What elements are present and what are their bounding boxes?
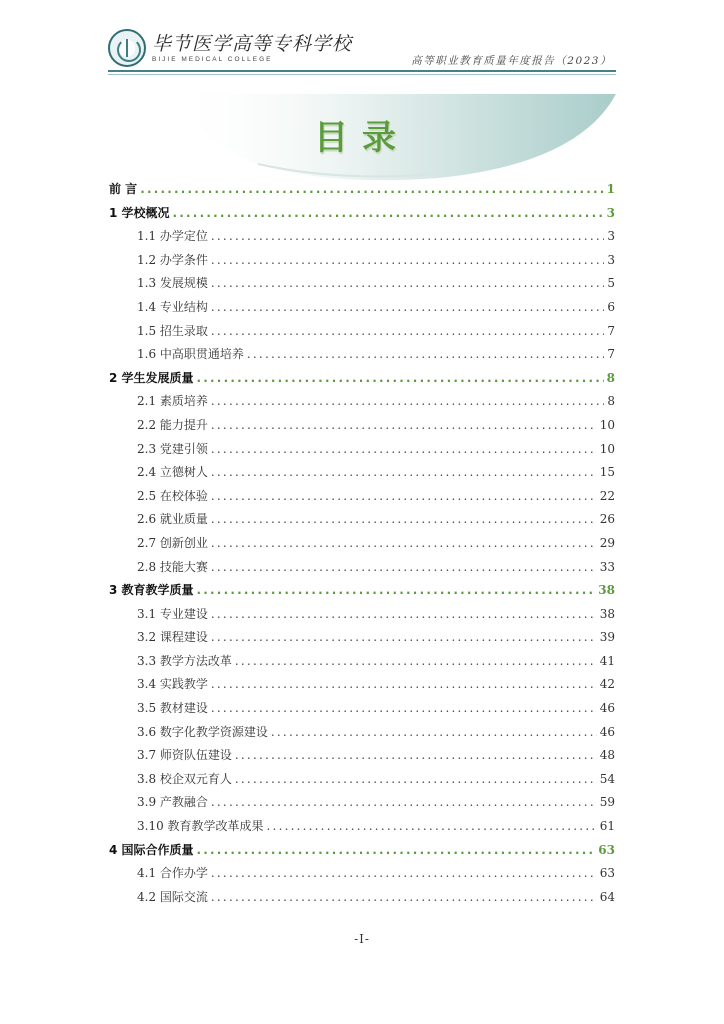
- toc-entry-page: 3: [606, 205, 615, 220]
- toc-leader-dots: [211, 418, 597, 432]
- toc-entry-page: 3: [607, 229, 615, 244]
- toc-entry-label: 3 教育教学质量: [109, 583, 194, 598]
- toc-leader-dots: [211, 229, 604, 243]
- toc-section-entry[interactable]: [109, 558, 615, 582]
- page-number: -I-: [354, 932, 370, 946]
- toc-entry-label: 前 言: [109, 182, 138, 196]
- toc-leader-dots: [211, 489, 597, 503]
- toc-entry-page: 10: [599, 417, 615, 432]
- toc-entry-page: 42: [599, 677, 615, 692]
- toc-section-entry[interactable]: [109, 628, 615, 652]
- toc-section-entry[interactable]: [109, 864, 615, 888]
- toc-entry-label: 2.5 在校体验: [137, 488, 208, 503]
- toc-leader-dots: [211, 701, 597, 715]
- toc-entry-label: 2.1 素质培养: [137, 394, 208, 409]
- toc-section-entry[interactable]: [109, 510, 615, 534]
- toc-section-entry[interactable]: [109, 793, 615, 817]
- toc-leader-dots: [197, 843, 596, 857]
- toc-chapter-entry[interactable]: [109, 369, 615, 393]
- toc-entry-label: 3.4 实践教学: [137, 677, 208, 692]
- toc-entry-label: 2 学生发展质量: [109, 370, 194, 385]
- toc-entry-label: 2.8 技能大赛: [137, 559, 208, 574]
- toc-leader-dots: [197, 371, 604, 385]
- toc-section-entry[interactable]: [109, 322, 615, 346]
- toc-entry-page: 64: [599, 889, 615, 904]
- toc-section-entry[interactable]: [109, 251, 615, 275]
- toc-entry-label: 3.10 教育教学改革成果: [137, 819, 264, 834]
- toc-entry-page: 46: [599, 724, 615, 739]
- toc-entry-label: 1.5 招生录取: [137, 323, 208, 338]
- toc-section-entry[interactable]: [109, 652, 615, 676]
- school-logo: [108, 26, 352, 70]
- toc-entry-label: 1.1 办学定位: [137, 229, 208, 244]
- toc-leader-dots: [235, 748, 597, 762]
- table-of-contents: [109, 180, 615, 911]
- toc-section-entry[interactable]: [109, 274, 615, 298]
- toc-section-entry[interactable]: [109, 345, 615, 369]
- toc-entry-page: 38: [599, 606, 615, 621]
- toc-leader-dots: [211, 276, 604, 290]
- toc-entry-page: 61: [599, 819, 615, 834]
- toc-section-entry[interactable]: [109, 605, 615, 629]
- toc-entry-label: 3.1 专业建设: [137, 606, 208, 621]
- toc-section-entry[interactable]: [109, 440, 615, 464]
- school-seal-icon: [108, 29, 146, 67]
- toc-leader-dots: [140, 182, 603, 196]
- toc-leader-dots: [197, 583, 596, 597]
- toc-entry-label: 3.8 校企双元育人: [137, 771, 232, 786]
- toc-leader-dots: [211, 630, 597, 644]
- header-divider-thin: [108, 74, 616, 75]
- toc-entry-page: 6: [607, 299, 615, 314]
- toc-entry-label: 1.2 办学条件: [137, 252, 208, 267]
- toc-leader-dots: [247, 347, 604, 361]
- toc-leader-dots: [211, 890, 597, 904]
- toc-entry-label: 2.7 创新创业: [137, 535, 208, 550]
- toc-entry-page: 5: [607, 276, 615, 291]
- toc-entry-label: 2.2 能力提升: [137, 417, 208, 432]
- toc-section-entry[interactable]: [109, 723, 615, 747]
- toc-leader-dots: [211, 795, 597, 809]
- header-divider: [108, 70, 616, 72]
- toc-entry-page: 41: [599, 653, 615, 668]
- toc-leader-dots: [211, 607, 597, 621]
- toc-entry-page: 59: [599, 795, 615, 810]
- toc-section-entry[interactable]: [109, 817, 615, 841]
- toc-entry-label: 3.6 数字化教学资源建设: [137, 724, 268, 739]
- toc-section-entry[interactable]: [109, 888, 615, 912]
- toc-entry-label: 3.2 课程建设: [137, 630, 208, 645]
- toc-section-entry[interactable]: [109, 699, 615, 723]
- toc-leader-dots: [211, 512, 597, 526]
- toc-chapter-entry[interactable]: [109, 180, 615, 204]
- toc-leader-dots: [211, 866, 597, 880]
- toc-entry-page: 3: [607, 252, 615, 267]
- school-name-cn: 毕节医学高等专科学校: [152, 33, 353, 55]
- toc-entry-page: 48: [599, 748, 615, 763]
- toc-section-entry[interactable]: [109, 675, 615, 699]
- toc-chapter-entry[interactable]: [109, 581, 615, 605]
- toc-leader-dots: [173, 206, 604, 220]
- report-title: 高等职业教育质量年度报告（2023）: [411, 55, 612, 67]
- toc-section-entry[interactable]: [109, 416, 615, 440]
- toc-leader-dots: [211, 677, 597, 691]
- toc-entry-page: 10: [599, 441, 615, 456]
- toc-entry-label: 1.3 发展规模: [137, 276, 208, 291]
- toc-leader-dots: [211, 536, 597, 550]
- toc-entry-page: 8: [606, 370, 615, 385]
- toc-leader-dots: [235, 772, 597, 786]
- toc-leader-dots: [211, 442, 597, 456]
- toc-chapter-entry[interactable]: [109, 841, 615, 865]
- toc-leader-dots: [267, 819, 597, 833]
- toc-entry-page: 7: [607, 347, 615, 362]
- toc-section-entry[interactable]: [109, 770, 615, 794]
- toc-entry-label: 1.6 中高职贯通培养: [137, 347, 244, 362]
- page-header: [0, 0, 724, 80]
- toc-section-entry[interactable]: [109, 298, 615, 322]
- toc-entry-page: 63: [599, 866, 615, 881]
- toc-section-entry[interactable]: [109, 534, 615, 558]
- toc-entry-page: 1: [606, 182, 615, 196]
- toc-entry-page: 26: [599, 512, 615, 527]
- toc-entry-page: 54: [599, 771, 615, 786]
- toc-leader-dots: [211, 394, 604, 408]
- toc-leader-dots: [211, 560, 597, 574]
- toc-entry-page: 8: [607, 394, 615, 409]
- toc-entry-page: 22: [599, 488, 615, 503]
- toc-leader-dots: [235, 654, 597, 668]
- toc-entry-page: 29: [599, 535, 615, 550]
- toc-entry-page: 7: [607, 323, 615, 338]
- toc-entry-page: 38: [598, 583, 615, 598]
- school-name-en: BIJIE MEDICAL COLLEGE: [152, 56, 273, 63]
- toc-entry-page: 15: [599, 465, 615, 480]
- toc-entry-label: 1.4 专业结构: [137, 299, 208, 314]
- toc-entry-label: 3.3 教学方法改革: [137, 653, 232, 668]
- toc-section-entry[interactable]: [109, 463, 615, 487]
- toc-leader-dots: [211, 253, 604, 267]
- toc-entry-label: 2.3 党建引领: [137, 441, 208, 456]
- toc-entry-label: 3.7 师资队伍建设: [137, 748, 232, 763]
- toc-leader-dots: [271, 725, 597, 739]
- toc-entry-label: 3.5 教材建设: [137, 701, 208, 716]
- toc-entry-label: 2.6 就业质量: [137, 512, 208, 527]
- toc-entry-page: 33: [599, 559, 615, 574]
- toc-leader-dots: [211, 465, 597, 479]
- toc-entry-label: 1 学校概况: [109, 205, 170, 220]
- toc-entry-page: 39: [599, 630, 615, 645]
- toc-entry-label: 4.1 合作办学: [137, 866, 208, 881]
- toc-chapter-entry[interactable]: [109, 204, 615, 228]
- toc-leader-dots: [211, 300, 604, 314]
- toc-title: 目录: [314, 118, 410, 158]
- toc-entry-label: 4 国际合作质量: [109, 842, 194, 857]
- toc-entry-page: 46: [599, 701, 615, 716]
- toc-section-entry[interactable]: [109, 487, 615, 511]
- toc-entry-label: 2.4 立德树人: [137, 465, 208, 480]
- toc-leader-dots: [211, 324, 604, 338]
- toc-entry-label: 4.2 国际交流: [137, 889, 208, 904]
- toc-entry-label: 3.9 产教融合: [137, 795, 208, 810]
- toc-section-entry[interactable]: [109, 392, 615, 416]
- toc-section-entry[interactable]: [109, 227, 615, 251]
- toc-entry-page: 63: [598, 842, 615, 857]
- toc-section-entry[interactable]: [109, 746, 615, 770]
